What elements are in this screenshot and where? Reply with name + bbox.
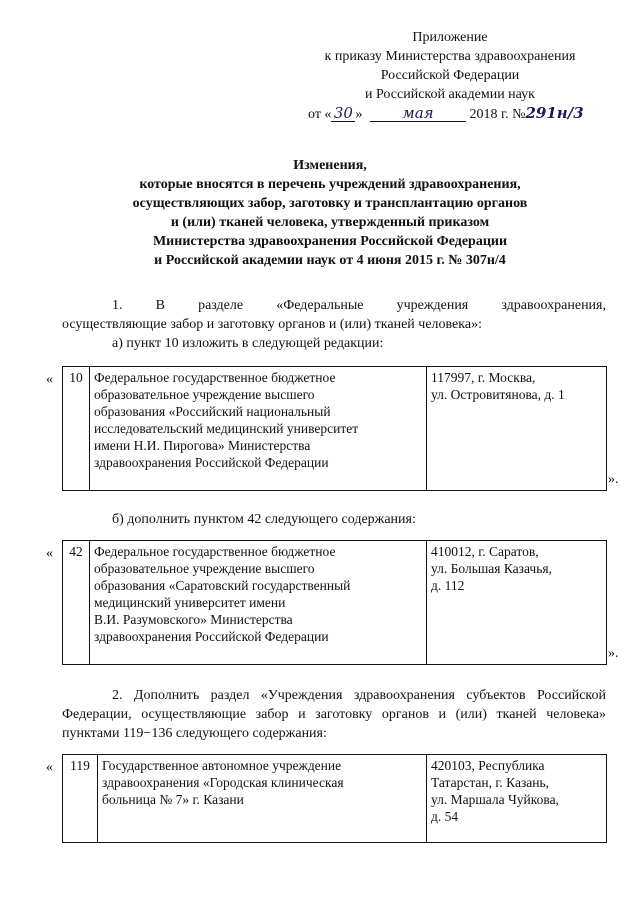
section2-line1: 2. Дополнить раздел «Учреждения здравоохранения субъектов Российской: [112, 688, 606, 703]
address-line: Татарстан, г. Казань,: [431, 775, 550, 790]
appendix-federation-line: Российской Федерации: [380, 68, 520, 83]
title-line-6: и Российской академии наук от 4 июня 2015 г. № 307н/4: [154, 253, 506, 268]
quote-open: «: [46, 760, 53, 775]
section1-line2: осуществляющие забор и заготовку органов и (или) тканей человека»:: [62, 317, 482, 332]
date-year: 2018 г. №: [469, 107, 526, 122]
name-line: Федеральное государственное бюджетное: [94, 370, 336, 385]
order-date-line: [300, 104, 600, 124]
name-line: здравоохранения «Городская клиническая: [102, 775, 344, 790]
entry-address: [427, 367, 607, 491]
name-line: больница № 7» г. Казани: [102, 792, 244, 807]
entry-table-119: [62, 754, 607, 843]
address-line: 420103, Республика: [431, 758, 545, 773]
quote-open: «: [46, 546, 53, 561]
order-number: 291н/3: [525, 104, 584, 122]
section2-line3: пунктами 119−136 следующего содержания:: [62, 726, 327, 741]
date-prefix: от «: [308, 107, 332, 122]
name-line: исследовательский медицинский университет: [94, 421, 359, 436]
name-line: образовательное учреждение высшего: [94, 561, 315, 576]
appendix-header: [300, 28, 600, 124]
entry-address: [427, 541, 607, 665]
name-line: В.И. Разумовского» Министерства: [94, 612, 293, 627]
name-line: Федеральное государственное бюджетное: [94, 544, 336, 559]
address-line: ул. Большая Казачья,: [431, 561, 552, 576]
title-line-4: и (или) тканей человека, утвержденный приказом: [170, 215, 490, 230]
name-line: имени Н.И. Пирогова» Министерства: [94, 438, 311, 453]
item-a-text: а) пункт 10 изложить в следующей редакции:: [112, 336, 384, 351]
table-row: [63, 367, 607, 491]
address-line: ул. Островитянова, д. 1: [431, 387, 565, 402]
entry-name: [90, 367, 427, 491]
title-line-2: которые вносятся в перечень учреждений здравоохранения,: [139, 177, 521, 192]
name-line: образования «Российский национальный: [94, 404, 331, 419]
name-line: медицинский университет имени: [94, 595, 286, 610]
quote-close: ».: [608, 646, 619, 661]
table-row: [63, 541, 607, 665]
entry-number: 119: [63, 755, 98, 843]
date-month: мая: [370, 105, 466, 122]
name-line: здравоохранения Российской Федерации: [94, 455, 329, 470]
title-line-3: осуществляющих забор, заготовку и трансплантацию органов: [132, 196, 528, 211]
entry-table-42: [62, 540, 607, 665]
entry-number: 42: [63, 541, 90, 665]
document-title: [60, 156, 600, 270]
item-b-text: б) дополнить пунктом 42 следующего содержания:: [112, 512, 416, 527]
address-line: д. 112: [431, 578, 465, 593]
section2-line2: Федерации, осуществляющие забор и заготовку органов и (или) тканей человека»: [62, 707, 606, 722]
name-line: образовательное учреждение высшего: [94, 387, 315, 402]
appendix-order-line: к приказу Министерства здравоохранения: [324, 49, 576, 64]
date-mid: »: [355, 107, 363, 122]
appendix-academy-line: и Российской академии наук: [365, 87, 535, 102]
quote-close: ».: [608, 472, 619, 487]
address-line: 410012, г. Саратов,: [431, 544, 539, 559]
date-day: 30: [331, 105, 355, 122]
table-row: [63, 755, 607, 843]
section1-line1: 1. В разделе «Федеральные учреждения здравоохранения,: [112, 298, 606, 313]
entry-name: [90, 541, 427, 665]
name-line: здравоохранения Российской Федерации: [94, 629, 329, 644]
quote-open: «: [46, 372, 53, 387]
entry-table-10: [62, 366, 607, 491]
appendix-title: Приложение: [412, 30, 488, 45]
name-line: образования «Саратовский государственный: [94, 578, 351, 593]
entry-number: 10: [63, 367, 90, 491]
title-line-5: Министерства здравоохранения Российской Федерации: [152, 234, 508, 249]
entry-name: [98, 755, 427, 843]
title-line-1: Изменения,: [293, 158, 367, 173]
address-line: д. 54: [431, 809, 459, 824]
name-line: Государственное автономное учреждение: [102, 758, 342, 773]
address-line: 117997, г. Москва,: [431, 370, 536, 385]
entry-address: [427, 755, 607, 843]
address-line: ул. Маршала Чуйкова,: [431, 792, 559, 807]
